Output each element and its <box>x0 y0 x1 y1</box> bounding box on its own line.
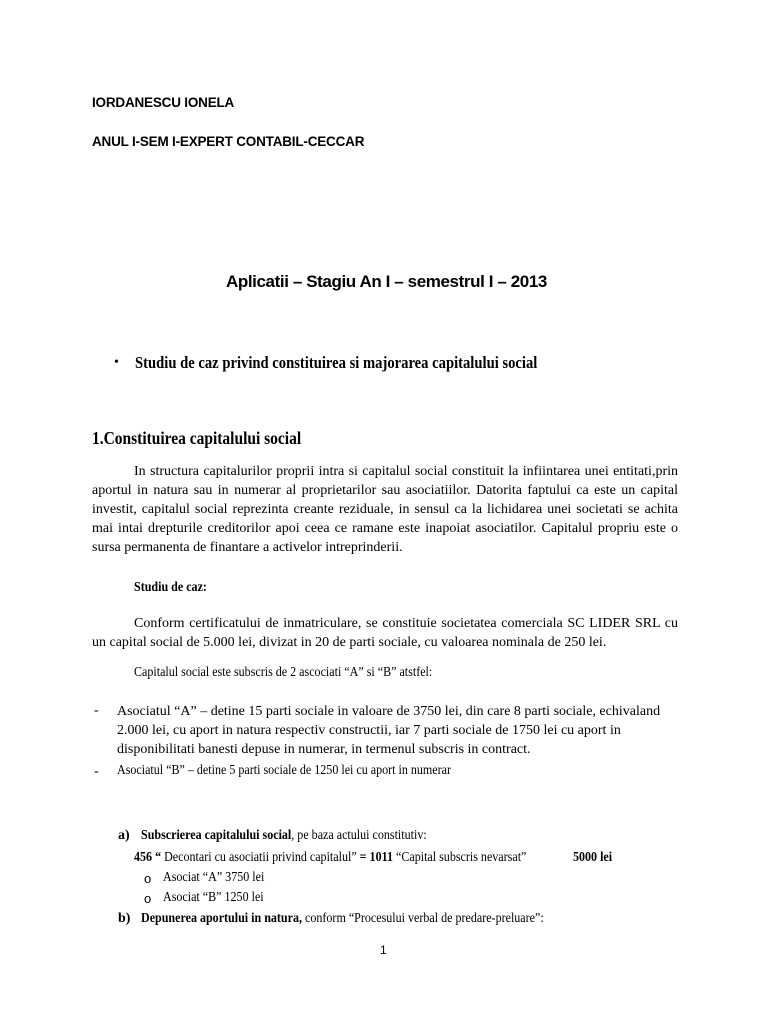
sublist-marker: o <box>144 871 152 886</box>
step-b-marker: b) <box>118 911 131 926</box>
step-a-marker: a) <box>118 828 130 843</box>
list-dash: - <box>94 703 99 718</box>
debit-quote: “ <box>152 850 162 865</box>
debit-name: Decontari cu asociatii privind capitalul” <box>161 850 360 865</box>
credit-account: 1011 <box>369 850 393 865</box>
case-label: Studiu de caz: <box>134 580 207 595</box>
case-paragraph <box>92 614 678 652</box>
entry-amount: 5000 lei <box>573 850 613 865</box>
debit-account: 456 <box>134 850 153 865</box>
page-number: 1 <box>380 943 387 957</box>
equals-sign: = <box>359 850 367 865</box>
case-study-heading: Studiu de caz privind constituirea si majorarea capitalului social <box>135 353 538 372</box>
list-dash: - <box>94 764 99 779</box>
credit-name: “Capital subscris nevarsat” <box>392 850 527 865</box>
step-a-title: Subscrierea capitalului social <box>141 828 292 843</box>
step-b-title: Depunerea aportului in natura, <box>141 911 303 926</box>
course-line: ANUL I-SEM I-EXPERT CONTABIL-CECCAR <box>92 134 365 149</box>
list-item-text: Asociatul “B” – detine 5 parti sociale de 1250 lei cu aport in numerar <box>117 763 452 778</box>
step-b-rest: conform “Procesului verbal de predare-preluare”: <box>302 911 544 926</box>
journal-entry <box>134 850 590 866</box>
section-heading: 1.Constituirea capitalului social <box>92 428 302 448</box>
sublist-marker: o <box>144 891 152 906</box>
intro-text: In structura capitalurilor proprii intra si capitalul social constituit la infiintarea unei entitati,prin aportul in natura sau in numerar al proprietarilor sau asociatiilor. Datorita faptului ca este un capital investit, capitalul social reprezinta creante reziduale, in sensul ca la lichidarea unei societati se achita mai intai drepturile creditorilor apoi ceea ce ramane este inapoiat asociatilor. Capitalul propriu este o sursa permanenta de finantare a activelor intreprinderii. <box>92 464 678 555</box>
page-title: Aplicatii – Stagiu An I – semestrul I – 2013 <box>226 272 547 291</box>
case-text: Conform certificatului de inmatriculare, se constituie societatea comerciala SC LIDER SRL cu un capital social de 5.000 lei, divizat in 20 de parti sociale, cu valoarea nominala de 250 lei. <box>92 616 678 650</box>
list-item-text: Asociatul “A” – detine 15 parti sociale in valoare de 3750 lei, din care 8 parti sociale, echivaland 2.000 lei, cu aport in natura respectiv constructii, iar 7 parti sociale de 1750 lei cu aport in disponibilitati banesti depuse in numerar, in termenul subscris in contract. <box>117 704 661 757</box>
bullet-icon: • <box>114 355 119 370</box>
sublist-item: Asociat “B” 1250 lei <box>163 890 264 905</box>
step-a-rest: , pe baza actului constitutiv: <box>291 828 427 843</box>
subscribed-text: Capitalul social este subscris de 2 ascociati “A” si “B” atstfel: <box>134 665 433 680</box>
author-name: IORDANESCU IONELA <box>92 95 235 110</box>
sublist-item: Asociat “A” 3750 lei <box>163 870 265 885</box>
list-item <box>117 702 678 759</box>
intro-paragraph <box>92 462 678 557</box>
